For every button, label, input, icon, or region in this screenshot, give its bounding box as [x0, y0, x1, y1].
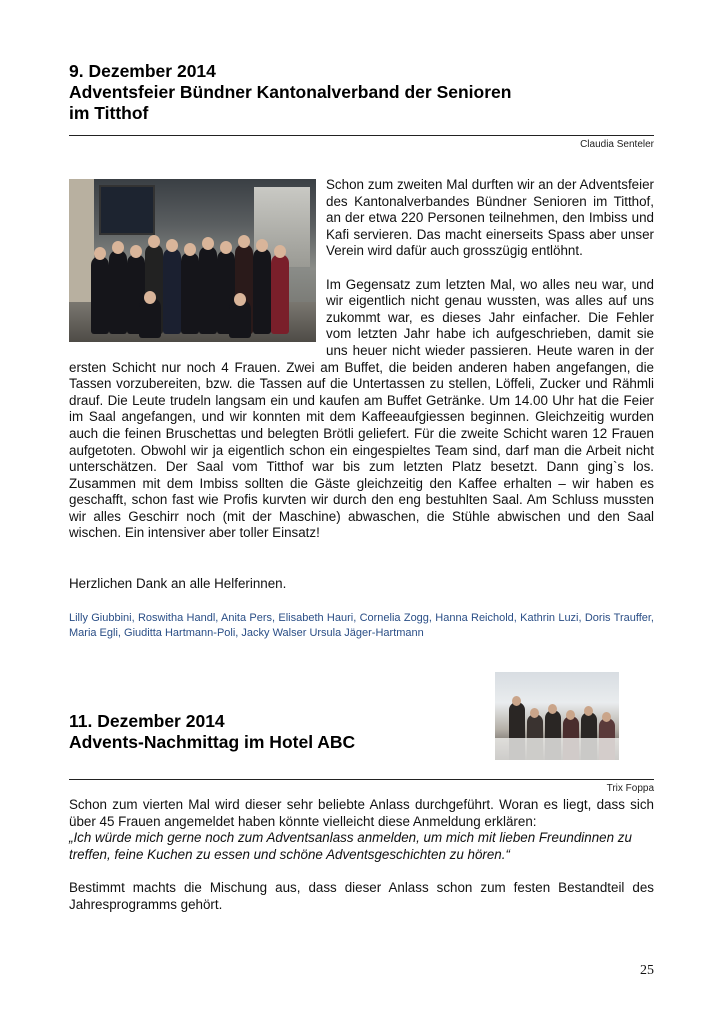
section1-body: [69, 177, 654, 542]
section1-helper-list: Lilly Giubbini, Roswitha Handl, Anita Pers, Elisabeth Hauri, Cornelia Zogg, Hanna Reichold, Kathrin Luzi, Doris Trauffer, Maria Egli, Giuditta Hartmann-Poli, Jacky Walser Ursula Jäger-Hartmann: [69, 612, 654, 639]
section2-author: Trix Foppa: [606, 783, 654, 794]
page-number: 25: [640, 963, 654, 978]
section1-paragraph1: Schon zum zweiten Mal durften wir an der Adventsfeier des Kantonalverbandes Bündner Senioren im Titthof, an der etwa 220 Personen teilnehmen, den Imbiss und Kafi servieren. Das macht einerseits Spass aber unser Verein wird dafür auch grosszügig entlöhnt.: [326, 177, 654, 259]
section2-paragraph1: Schon zum vierten Mal wird dieser sehr beliebte Anlass durchgeführt. Woran es liegt, dass sich über 45 Frauen angemeldet haben könnte vielleicht diese Anmeldung erklären:: [69, 797, 654, 829]
section1-title-line2: im Titthof: [69, 103, 149, 123]
section2-title: Advents-Nachmittag im Hotel ABC: [69, 732, 356, 752]
group-photo-icon: [69, 179, 316, 342]
section1-divider: [69, 135, 654, 136]
section2-quote: „Ich würde mich gerne noch zum Adventsanlass anmelden, um mich mit lieben Freundinnen zu treffen, feine Kuchen zu essen und schöne Adventsgeschichten zu hören.“: [69, 830, 632, 862]
section1-heading: [69, 61, 659, 124]
section1-author: Claudia Senteler: [580, 139, 654, 150]
section2-date: 11. Dezember 2014: [69, 711, 225, 731]
section1-date: 9. Dezember 2014: [69, 61, 216, 81]
section1-thanks: Herzlichen Dank an alle Helferinnen.: [69, 576, 287, 591]
section1-title-line1: Adventsfeier Bündner Kantonalverband der Senioren: [69, 82, 512, 102]
section2-divider: [69, 779, 654, 780]
section2-heading: [69, 711, 659, 753]
section2-paragraph2: Bestimmt machts die Mischung aus, dass dieser Anlass schon zum festen Bestandteil des Jahresprogramms gehört.: [69, 879, 654, 912]
section1-paragraph2: Im Gegensatz zum letzten Mal, wo alles neu war, und wir eigentlich nicht genau wussten, was alles auf uns zukommt war, es dieses Jahr einfacher. Die Fehler vom letzten Jahr habe ich aufgeschrieben, damit sie uns heuer nicht wieder passieren. Heute waren in der ersten Schicht nur noch 4 Frauen. Zwei am Buffet, die beiden anderen haben angefangen, die Tassen vorzubereiten, bzw. die Tassen auf die Untertassen zu stellen, Löffeli, Zucker und Rähmli drauf. Die Leute trudeln langsam ein und kaufen am Buffet Getränke. Um 14.00 Uhr hat die Feier im Saal angefangen, und wir konnten mit dem Kaffeeaufgiessen beginnen. Gleichzeitig wurden auch die feinen Bruschettas und belegten Brötli geliefert. Für die zweite Schicht waren 12 Frauen aufgetoten. Obwohl wir ja eigentlich schon ein eingespieltes Team sind, darf man die Arbeit nicht unterschätzen. Der Saal vom Titthof war bis zum letzten Platz besetzt. Dann ging`s los. Zusammen mit dem Imbiss sollten die Gäste gleichzeitig den Kaffee erhalten – wir haben es geschafft, schon fast wie Profis kurvten wir durch den eng bestuhlten Saal. Am Schluss mussten wir alles Geschirr noch (mit der Maschine) abwaschen, die Stühle abwischen und den Saal wischen. Ein intensiver aber toller Einsatz!: [69, 276, 654, 541]
section2-body: [69, 797, 654, 913]
